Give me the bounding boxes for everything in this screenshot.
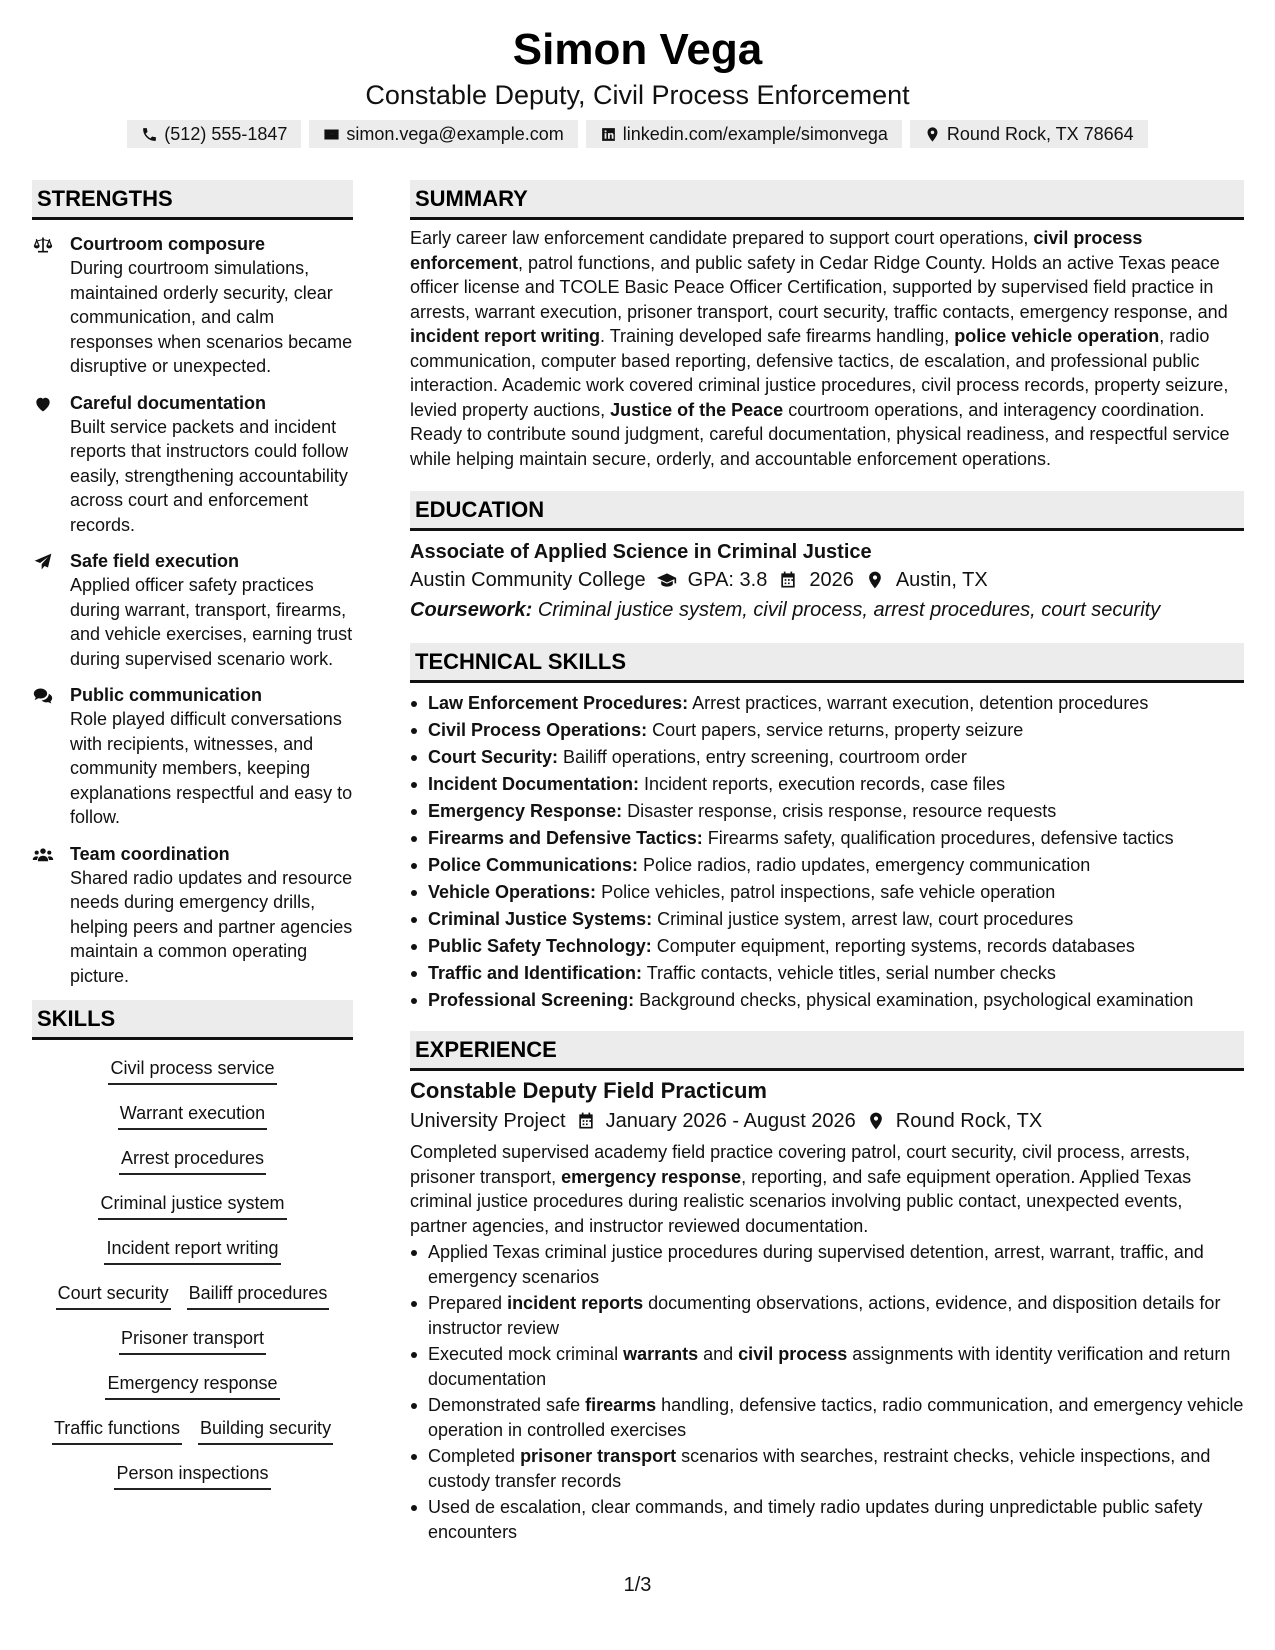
skill-tag: Civil process service — [108, 1056, 276, 1085]
contact-linkedin-text: linkedin.com/example/simonvega — [622, 123, 888, 144]
school-name: Austin Community College — [410, 569, 646, 591]
technical-skill-item — [410, 987, 1244, 1014]
contact-phone[interactable] — [127, 120, 301, 148]
strengths-heading: STRENGTHS — [32, 180, 353, 220]
skill-category: Court Security: — [428, 747, 559, 767]
skills-section — [32, 1000, 353, 1502]
text-run: assignments with identity verification and return documentation — [428, 1344, 1231, 1389]
skill-values: Traffic contacts, vehicle titles, serial number checks — [642, 963, 1056, 983]
heart-icon — [32, 394, 54, 414]
job-meta — [410, 1106, 1244, 1136]
skill-values: Police radios, radio updates, emergency communication — [638, 855, 1091, 875]
emphasis-text: police vehicle operation — [954, 326, 1160, 346]
skill-values: Police vehicles, patrol inspections, safe vehicle operation — [596, 882, 1056, 902]
strength-item — [32, 549, 353, 671]
skill-row — [32, 1412, 353, 1457]
text-run: Prepared — [428, 1293, 508, 1313]
text-run: Completed supervised academy field practice covering patrol, court security, civil process, arrests, prisoner transport, — [410, 1142, 1190, 1187]
skill-values: Computer equipment, reporting systems, records databases — [651, 936, 1135, 956]
strength-title: Courtroom composure — [70, 234, 266, 254]
text-run: , patrol functions, and public safety in Cedar Ridge County. Holds an active Texas peace officer license and TCOLE Basic Peace Officer Certification, supported by supervised field practice in arrests, warrant execution, prisoner transport, court security, traffic contacts, emergency response, and — [410, 252, 1228, 322]
skills-list — [32, 1052, 353, 1502]
location-pin-icon — [924, 126, 941, 143]
technical-skill-item — [410, 690, 1244, 717]
skill-category: Incident Documentation: — [428, 774, 639, 794]
contact-location-text: Round Rock, TX 78664 — [946, 123, 1134, 144]
paper-plane-icon — [32, 552, 54, 572]
skill-row — [32, 1322, 353, 1367]
text-run: Used de escalation, clear commands, and timely radio updates during unpredictable public safety encounters — [428, 1497, 1203, 1542]
summary-text — [410, 226, 1244, 471]
education-heading: EDUCATION — [410, 491, 1244, 531]
skill-values: Incident reports, execution records, case files — [639, 774, 1006, 794]
emphasis-text: civil process enforcement — [410, 228, 1143, 273]
text-run: Completed — [428, 1446, 521, 1466]
calendar-icon — [576, 1111, 596, 1131]
job-bullet — [410, 1444, 1244, 1493]
emphasis-text: Justice of the Peace — [610, 399, 784, 420]
skill-values: Disaster response, crisis response, resource requests — [622, 801, 1057, 821]
calendar-icon — [777, 570, 799, 590]
skill-category: Public Safety Technology: — [428, 936, 652, 956]
skill-tag: Traffic functions — [52, 1416, 182, 1445]
gpa: GPA: 3.8 — [687, 569, 768, 591]
job-bullet — [410, 1393, 1244, 1442]
contact-bar — [0, 120, 1275, 148]
right-column — [410, 180, 1244, 1546]
comments-icon — [32, 686, 54, 706]
technical-skill-item — [410, 798, 1244, 825]
strength-desc: Applied officer safety practices during warrant, transport, firearms, and vehicle exercises, earning trust during supervised scenario work. — [70, 575, 353, 669]
contact-location — [910, 120, 1148, 148]
technical-skill-item — [410, 825, 1244, 852]
emphasis-text: emergency response — [561, 1166, 742, 1187]
skill-category: Police Communications: — [428, 855, 639, 875]
strength-desc: Shared radio updates and resource needs during emergency drills, helping peers and partner agencies maintain a common operating picture. — [70, 867, 353, 986]
skill-values: Criminal justice system, arrest law, court procedures — [652, 909, 1074, 929]
skill-category: Emergency Response: — [428, 801, 623, 821]
linkedin-icon — [600, 126, 617, 143]
left-column — [32, 180, 353, 1502]
job-title: Constable Deputy Field Practicum — [410, 1078, 767, 1103]
graduation-year: 2026 — [809, 569, 854, 591]
text-run: and — [698, 1344, 739, 1364]
skill-category: Firearms and Defensive Tactics: — [428, 828, 703, 848]
job-org: University Project — [410, 1110, 566, 1132]
technical-skill-item — [410, 879, 1244, 906]
degree-title: Associate of Applied Science in Criminal Justice — [410, 541, 872, 563]
technical-skills-list — [410, 690, 1244, 1014]
graduation-cap-icon — [656, 570, 678, 590]
strength-desc: Built service packets and incident reports that instructors could follow easily, strengthening accountability across court and enforcement records. — [70, 416, 349, 535]
strength-item — [32, 683, 353, 830]
text-run: handling, defensive tactics, radio communication, and emergency vehicle operation in controlled exercises — [428, 1395, 1244, 1440]
balance-scale-icon — [32, 235, 54, 255]
skill-values: Arrest practices, warrant execution, detention procedures — [688, 693, 1149, 713]
text-run: , reporting, and safe equipment operation. Applied Texas criminal justice procedures during realistic scenarios involving public contact, unexpected events, partner agencies, and instructor reviewed documentation. — [410, 1166, 1192, 1236]
emphasis-text: firearms — [585, 1395, 657, 1415]
skill-tag: Person inspections — [114, 1461, 270, 1490]
resume-header — [0, 24, 1275, 148]
coursework-list: Criminal justice system, civil process, arrest procedures, court security — [537, 599, 1161, 621]
education-meta — [410, 565, 1244, 595]
job-dates: January 2026 - August 2026 — [605, 1110, 856, 1132]
users-icon — [32, 845, 54, 865]
strength-title: Public communication — [70, 685, 263, 705]
technical-skill-item — [410, 933, 1244, 960]
location-pin-icon — [864, 570, 886, 590]
text-run: . Training developed safe firearms handling, — [600, 326, 955, 346]
contact-linkedin[interactable] — [586, 120, 902, 148]
technical-skill-item — [410, 852, 1244, 879]
skill-tag: Prisoner transport — [119, 1326, 266, 1355]
text-run: scenarios with searches, restraint checks, vehicle inspections, and custody transfer records — [428, 1446, 1211, 1491]
candidate-name: Simon Vega — [512, 25, 763, 74]
skill-values: Background checks, physical examination, psychological examination — [634, 990, 1194, 1010]
coursework — [410, 595, 1244, 625]
skill-values: Firearms safety, qualification procedures, defensive tactics — [702, 828, 1174, 848]
experience-section — [410, 1031, 1244, 1544]
technical-skill-item — [410, 906, 1244, 933]
skill-category: Criminal Justice Systems: — [428, 909, 653, 929]
strength-title: Careful documentation — [70, 392, 267, 413]
text-run: Early career law enforcement candidate prepared to support court operations, — [410, 228, 1034, 248]
skill-category: Civil Process Operations: — [428, 720, 648, 740]
summary-heading: SUMMARY — [410, 180, 1244, 220]
envelope-icon — [323, 126, 340, 143]
page-number: 1/3 — [623, 1574, 652, 1596]
skills-heading: SKILLS — [32, 1000, 353, 1040]
skill-category: Vehicle Operations: — [428, 882, 597, 902]
skill-row — [32, 1277, 353, 1322]
job-description — [410, 1140, 1244, 1238]
emphasis-text: prisoner transport — [520, 1446, 677, 1466]
emphasis-text: incident report writing — [410, 326, 601, 346]
technical-skill-item — [410, 717, 1244, 744]
emphasis-text: incident reports — [507, 1293, 644, 1313]
strength-item — [32, 391, 353, 538]
skill-row — [32, 1097, 353, 1142]
skill-values: Court papers, service returns, property seizure — [647, 720, 1024, 740]
skill-tag: Court security — [56, 1281, 171, 1310]
text-run: documenting observations, actions, evidence, and disposition details for instructor review — [428, 1293, 1221, 1338]
text-run: Executed mock criminal — [428, 1344, 624, 1364]
job-location: Round Rock, TX — [895, 1110, 1043, 1132]
contact-email[interactable] — [309, 120, 577, 148]
skill-row — [32, 1142, 353, 1187]
technical-skill-item — [410, 771, 1244, 798]
strength-item — [32, 842, 353, 989]
text-run: courtroom operations, and interagency coordination. Ready to contribute sound judgment, careful documentation, physical readiness, and respectful service while helping maintain secure, orderly, and accountable enforcement operations. — [410, 399, 1230, 469]
phone-icon — [141, 126, 158, 143]
skill-row — [32, 1187, 353, 1232]
technical-skills-section — [410, 643, 1244, 1014]
technical-skills-heading: TECHNICAL SKILLS — [410, 643, 1244, 683]
contact-phone-text: (512) 555-1847 — [164, 123, 288, 144]
candidate-title: Constable Deputy, Civil Process Enforcement — [365, 80, 910, 110]
strength-desc: During courtroom simulations, maintained orderly security, clear communication, and calm responses when scenarios became disruptive or unexpected. — [70, 258, 353, 376]
text-run: , radio communication, computer based reporting, defensive tactics, de escalation, and professional public interaction. Academic work covered criminal justice procedures, civil process records, property seizure, levied property auctions, — [410, 326, 1229, 420]
strengths-list — [32, 232, 353, 988]
skill-tag: Building security — [198, 1416, 333, 1445]
strength-item — [32, 232, 353, 379]
skill-tag: Arrest procedures — [119, 1146, 266, 1175]
skill-row — [32, 1457, 353, 1502]
emphasis-text: civil process — [738, 1344, 848, 1364]
contact-email-text: simon.vega@example.com — [346, 123, 564, 144]
skill-row — [32, 1232, 353, 1277]
skill-tag: Criminal justice system — [98, 1191, 286, 1220]
skill-row — [32, 1367, 353, 1412]
skill-tag: Emergency response — [105, 1371, 279, 1400]
job-bullet — [410, 1495, 1244, 1544]
text-run: Applied Texas criminal justice procedures during supervised detention, arrest, warrant, traffic, and emergency scenarios — [428, 1242, 1204, 1287]
coursework-label: Coursework: — [410, 599, 533, 621]
skill-category: Law Enforcement Procedures: — [428, 693, 689, 713]
job-bullets — [410, 1240, 1244, 1544]
skill-tag: Warrant execution — [118, 1101, 267, 1130]
job-bullet — [410, 1291, 1244, 1340]
text-run: Demonstrated safe — [428, 1395, 586, 1415]
emphasis-text: warrants — [623, 1344, 699, 1364]
technical-skill-item — [410, 744, 1244, 771]
education-section — [410, 491, 1244, 625]
strength-title: Safe field execution — [70, 551, 240, 571]
strength-desc: Role played difficult conversations with recipients, witnesses, and community members, keeping explanations respectful and easy to follow. — [70, 709, 353, 827]
skill-values: Bailiff operations, entry screening, courtroom order — [558, 747, 967, 767]
location-pin-icon — [866, 1111, 886, 1131]
skill-row — [32, 1052, 353, 1097]
job-bullet — [410, 1240, 1244, 1289]
experience-heading: EXPERIENCE — [410, 1031, 1244, 1071]
job-bullet — [410, 1342, 1244, 1391]
school-location: Austin, TX — [895, 569, 988, 591]
technical-skill-item — [410, 960, 1244, 987]
skill-tag: Incident report writing — [104, 1236, 280, 1265]
skill-category: Traffic and Identification: — [428, 963, 643, 983]
strength-title: Team coordination — [70, 843, 230, 864]
skill-tag: Bailiff procedures — [187, 1281, 330, 1310]
skill-category: Professional Screening: — [428, 990, 635, 1010]
